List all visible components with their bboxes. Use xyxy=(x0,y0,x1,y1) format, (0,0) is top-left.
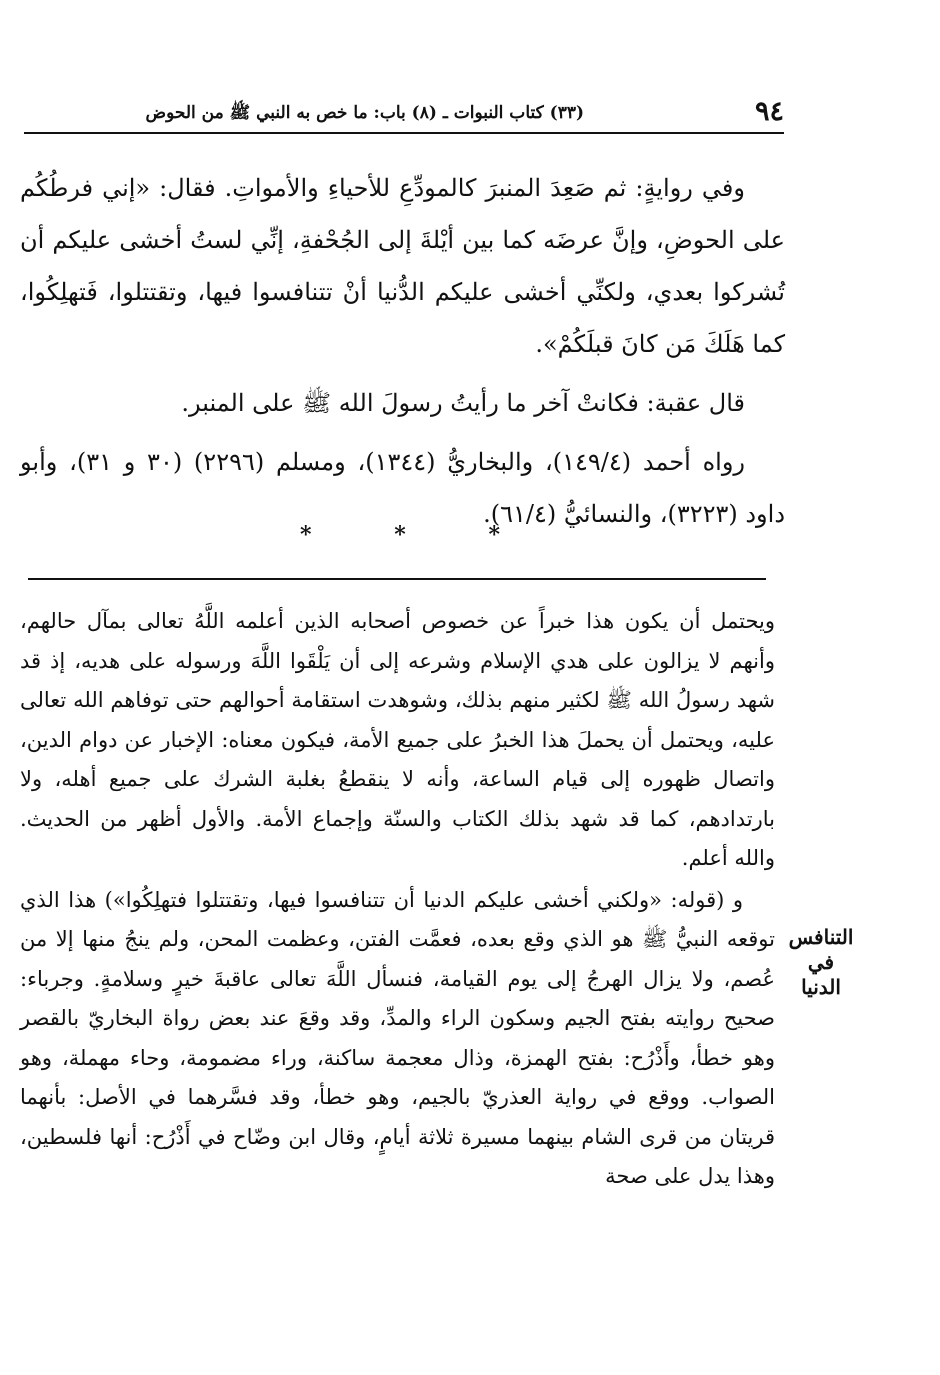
commentary-paragraph: و (قوله: «ولكني أخشى عليكم الدنيا أن تتنافسوا فيها، وتقتتلوا فتهلِكُوا») هذا الذي توقعه النبيُّ ﷺ هو الذي وقع بعده، فعمَّت الفتن، وعظمت المحن، ولم ينجُ منها إلا من عُصم، ولا يزال الهرجُ إلى يوم القيامة، فنسأل اللَّهَ تعالى عاقبةَ خيرٍ وسلامةٍ. وجرباء: صحيح روايته بفتح الجيم وسكون الراء والمدِّ، وقد وقعَ عند بعض رواة البخاريّ بالقصر وهو خطأ، وأَذْرُح: بفتح الهمزة، وذال معجمة ساكنة، وراء مضمومة، وحاء مهملة، وهو الصواب. ووقع في رواية العذريّ بالجيم، وهو خطأ، وقد فسَّرهما في الأصل: بأنهما قريتان من قرى الشام بينهما مسيرة ثلاثة أيامٍ، وقال ابن وضّاح في أَذْرُح: أنها فلسطين، وهذا يدل على صحة xyxy=(20,887,775,1188)
separator-star: * xyxy=(300,522,312,548)
commentary-divider xyxy=(28,578,766,580)
margin-heading xyxy=(786,925,856,1000)
header-divider xyxy=(24,132,784,134)
page-number: ٩٤ xyxy=(754,96,784,127)
separator-star: * xyxy=(394,522,406,548)
margin-heading-line: التنافس xyxy=(788,925,854,949)
margin-heading-line: الدنيا xyxy=(801,975,841,999)
hadith-text xyxy=(20,162,785,540)
separator-star: * xyxy=(488,522,500,548)
margin-heading-line: في xyxy=(807,950,835,974)
page-header xyxy=(24,98,784,132)
hadith-paragraph: وفي روايةٍ: ثم صَعِدَ المنبرَ كالمودِّعِ للأحياءِ والأمواتِ. فقال: «إني فرطُكُم على الحوضِ، وإنَّ عرضَه كما بين أيْلةَ إلى الجُحْفةِ، إنِّي لستُ أخشى عليكم أن تُشركوا بعدي، ولكنِّي أخشى عليكم الدُّنيا أنْ تتنافسوا فيها، وتقتتلوا، فَتهلِكُوا، كما هَلَكَ مَن كانَ قبلَكُمْ». xyxy=(20,174,785,358)
commentary-paragraph: ويحتمل أن يكون هذا خبراً عن خصوص أصحابه الذين أعلمه اللَّهُ تعالى بمآل حالهم، وأنهم لا يزالون على هدي الإسلام وشرعه إلى أن يَلْقَوا اللَّهَ ورسوله على هديه، إذ قد شهد رسولُ الله ﷺ لكثير منهم بذلك، وشوهدت استقامة أحوالهم حتى توفاهم الله تعالى عليه، ويحتمل أن يحملَ هذا الخبرُ على جميع الأمة، فيكون معناه: الإخبار عن دوام الدين، واتصال ظهوره إلى قيام الساعة، وأنه لا ينقطعُ بغلبة الشرك على جميع أهله، ولا بارتدادهم، كما قد شهد بذلك الكتاب والسنّة وإجماع الأمة. والأول أظهر من الحديث. والله أعلم. xyxy=(20,609,775,870)
hadith-reference: رواه أحمد (١٤٩/٤)، والبخاريُّ (١٣٤٤)، ومسلم (٢٢٩٦) (٣٠ و ٣١)، وأبو داود (٣٢٢٣)، والنسائيُّ (٦١/٤). xyxy=(20,448,785,528)
commentary-text xyxy=(20,602,775,1197)
hadith-closing-paragraph: قال عقبة: فكانتْ آخر ما رأيتُ رسولَ الله ﷺ على المنبر. xyxy=(181,389,745,417)
running-title: (٣٣) كتاب النبوات ـ (٨) باب: ما خص به النبي ﷺ من الحوض xyxy=(145,103,584,123)
section-separator-stars xyxy=(300,522,500,548)
